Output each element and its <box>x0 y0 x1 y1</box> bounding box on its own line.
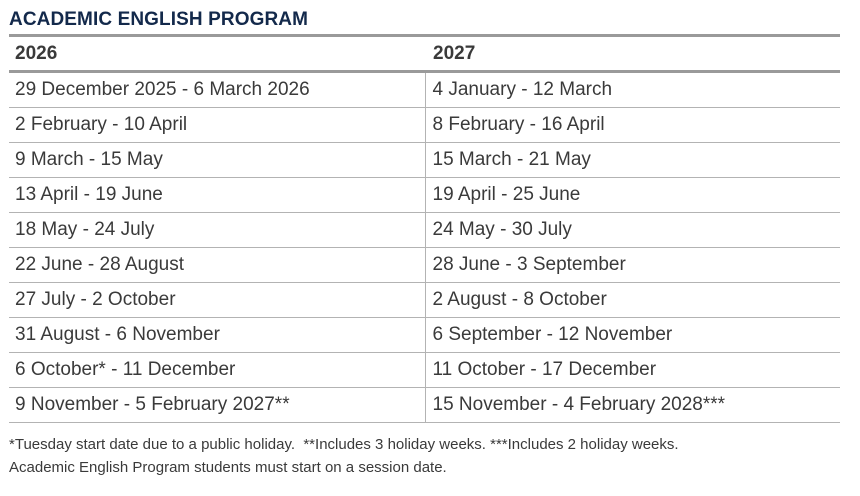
session-2026-cell: 9 March - 15 May <box>9 143 425 178</box>
session-2027-cell: 6 September - 12 November <box>425 318 840 353</box>
table-row <box>9 143 840 178</box>
session-2026-cell: 22 June - 28 August <box>9 248 425 283</box>
session-2026-cell: 31 August - 6 November <box>9 318 425 353</box>
table-row <box>9 248 840 283</box>
table-row <box>9 213 840 248</box>
session-2026-cell: 6 October* - 11 December <box>9 353 425 388</box>
table-row <box>9 388 840 423</box>
session-2026-cell: 29 December 2025 - 6 March 2026 <box>9 72 425 108</box>
footnote-holidays: *Tuesday start date due to a public holiday. **Includes 3 holiday weeks. ***Includes 2 holiday weeks. <box>9 436 679 453</box>
session-2026-cell: 9 November - 5 February 2027** <box>9 388 425 423</box>
session-2026-cell: 13 April - 19 June <box>9 178 425 213</box>
session-2026-cell: 2 February - 10 April <box>9 108 425 143</box>
table-row <box>9 178 840 213</box>
session-2027-cell: 15 March - 21 May <box>425 143 840 178</box>
table-row <box>9 108 840 143</box>
schedule-document <box>9 6 840 479</box>
column-header-2026: 2026 <box>9 36 425 72</box>
table-row <box>9 72 840 108</box>
table-row <box>9 353 840 388</box>
session-2027-cell: 4 January - 12 March <box>425 72 840 108</box>
session-2026-cell: 27 July - 2 October <box>9 283 425 318</box>
column-header-2027: 2027 <box>425 36 840 72</box>
session-dates-table <box>9 34 840 423</box>
session-2027-cell: 2 August - 8 October <box>425 283 840 318</box>
footnote-session-start: Academic English Program students must start on a session date. <box>9 459 447 476</box>
table-row <box>9 283 840 318</box>
session-2027-cell: 28 June - 3 September <box>425 248 840 283</box>
program-title: ACADEMIC ENGLISH PROGRAM <box>9 9 309 30</box>
footnotes <box>9 433 840 479</box>
table-row <box>9 318 840 353</box>
session-2027-cell: 19 April - 25 June <box>425 178 840 213</box>
session-2027-cell: 24 May - 30 July <box>425 213 840 248</box>
session-2026-cell: 18 May - 24 July <box>9 213 425 248</box>
session-2027-cell: 15 November - 4 February 2028*** <box>425 388 840 423</box>
session-2027-cell: 8 February - 16 April <box>425 108 840 143</box>
session-2027-cell: 11 October - 17 December <box>425 353 840 388</box>
table-header-row <box>9 36 840 72</box>
